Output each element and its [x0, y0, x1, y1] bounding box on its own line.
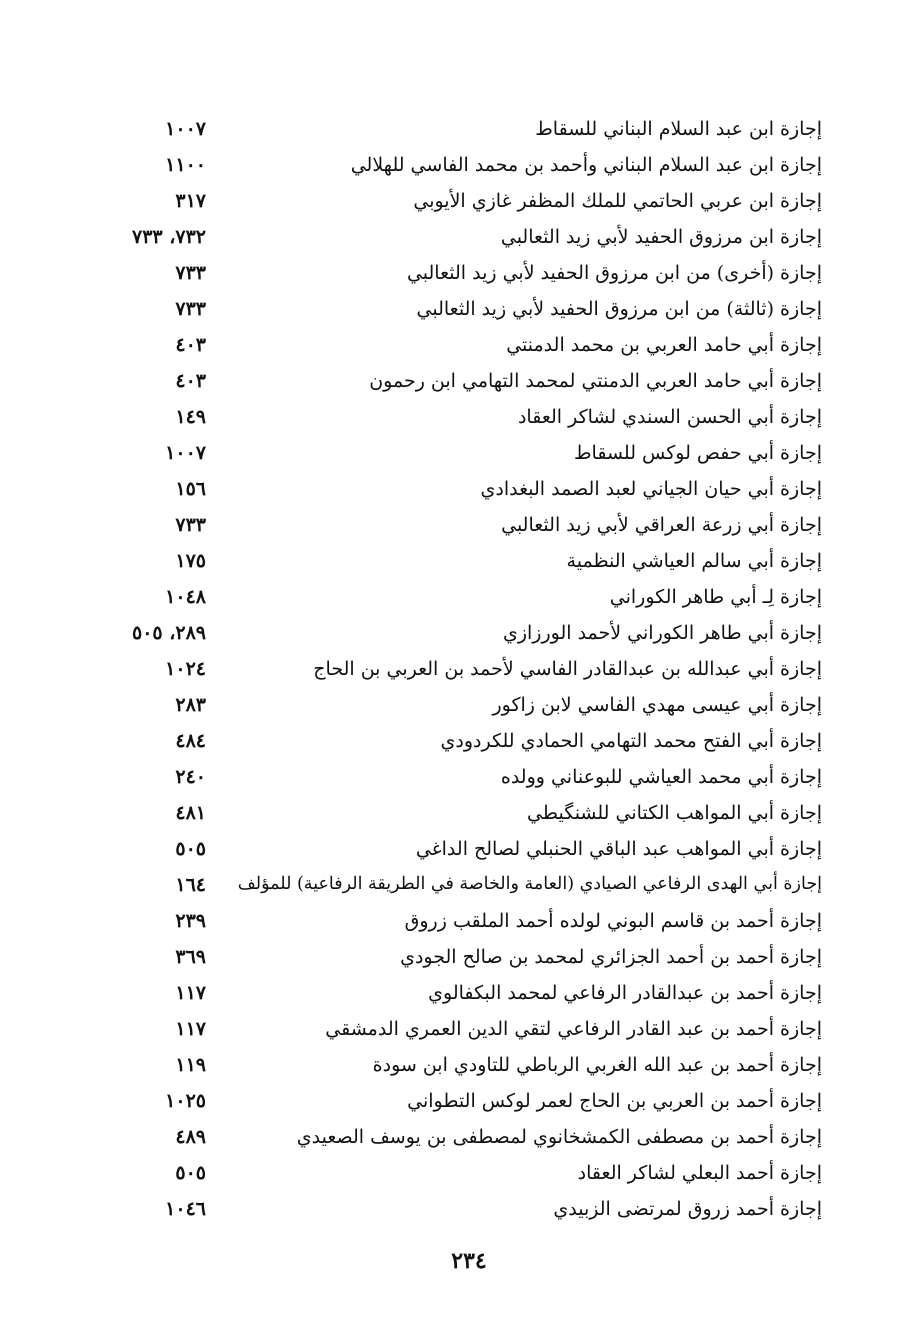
entry-title: إجازة أحمد بن أحمد الجزائري لمحمد بن صالح الجودي [400, 946, 822, 968]
entry-page-numbers: ١٠٢٥ [165, 1090, 206, 1112]
index-entry [40, 1196, 822, 1232]
entry-title: إجازة ابن عبد السلام البناني للسقاط [535, 118, 822, 140]
entry-page-numbers: ١٦٤ [175, 874, 206, 896]
index-entry [40, 224, 822, 260]
entry-title: إجازة أحمد بن قاسم البوني لولده أحمد الملقب زروق [404, 910, 822, 932]
index-entry [40, 332, 822, 368]
index-entry [40, 440, 822, 476]
entry-title: إجازة لِـ أبي طاهر الكوراني [609, 586, 822, 608]
entry-title: إجازة ابن عبد السلام البناني وأحمد بن محمد الفاسي للهلالي [350, 154, 822, 176]
index-entry [40, 152, 822, 188]
entry-title: إجازة أبي الفتح محمد التهامي الحمادي للكردودي [440, 730, 822, 752]
entry-title: إجازة أبي حامد العربي بن محمد الدمنتي [506, 334, 822, 356]
entry-title: إجازة ابن مرزوق الحفيد لأبي زيد الثعالبي [500, 226, 822, 248]
entry-page-numbers: ١٤٩ [175, 406, 206, 428]
entry-page-numbers: ١٥٦ [175, 478, 206, 500]
entry-page-numbers: ٢٨٩، ٥٠٥ [132, 622, 206, 644]
index-entry [40, 296, 822, 332]
entry-title: إجازة أبي سالم العياشي النظمية [566, 550, 822, 572]
entry-title: إجازة أبي المواهب عبد الباقي الحنبلي لصالح الداغي [415, 838, 822, 860]
entry-title: إجازة أبي عبدالله بن عبدالقادر الفاسي لأحمد بن العربي بن الحاج [313, 658, 822, 680]
entry-page-numbers: ١١٩ [175, 1054, 206, 1076]
index-entry [40, 404, 822, 440]
entry-page-numbers: ١٠٤٨ [165, 586, 206, 608]
entry-title: إجازة (ثالثة) من ابن مرزوق الحفيد لأبي زيد الثعالبي [416, 298, 822, 320]
entry-title: إجازة أحمد بن العربي بن الحاج لعمر لوكس التطواني [407, 1090, 822, 1112]
index-entry [40, 1160, 822, 1196]
entry-page-numbers: ٥٠٥ [175, 838, 206, 860]
index-entry [40, 512, 822, 548]
index-entry [40, 692, 822, 728]
index-entry [40, 584, 822, 620]
entry-page-numbers: ٧٣٢، ٧٣٣ [132, 226, 206, 248]
entry-page-numbers: ٧٣٣ [175, 514, 206, 536]
page-number: ٢٣٤ [451, 1248, 487, 1274]
index-entry [40, 548, 822, 584]
entry-title: إجازة أبي الحسن السندي لشاكر العقاد [517, 406, 822, 428]
entry-title: إجازة أبي محمد العياشي للبوعناني وولده [500, 766, 822, 788]
entry-page-numbers: ٢٤٠ [175, 766, 206, 788]
entry-page-numbers: ١٠٢٤ [165, 658, 206, 680]
index-entry [40, 764, 822, 800]
index-entry [40, 1088, 822, 1124]
entry-title: إجازة أبي حفص لوكس للسقاط [573, 442, 822, 464]
entry-title: إجازة أحمد البعلي لشاكر العقاد [577, 1162, 822, 1184]
entry-page-numbers: ٧٣٣ [175, 298, 206, 320]
entry-title: إجازة أحمد زروق لمرتضى الزبيدي [553, 1198, 822, 1220]
index-entry [40, 836, 822, 872]
index-entry [40, 800, 822, 836]
index-entry [40, 980, 822, 1016]
index-entry [40, 1124, 822, 1160]
entry-page-numbers: ٧٣٣ [175, 262, 206, 284]
entry-title: إجازة أبي طاهر الكوراني لأحمد الورزازي [502, 622, 822, 644]
entry-title: إجازة أبي حامد العربي الدمنتي لمحمد التهامي ابن رحمون [369, 370, 822, 392]
entry-title: إجازة أحمد بن عبد الله الغربي الرباطي للتاودي ابن سودة [372, 1054, 822, 1076]
index-entry [40, 116, 822, 152]
entry-page-numbers: ١١٧ [175, 1018, 206, 1040]
entry-title: إجازة أحمد بن عبدالقادر الرفاعي لمحمد البكفالوي [428, 982, 822, 1004]
entry-page-numbers: ١٠٠٧ [165, 442, 206, 464]
index-entry [40, 260, 822, 296]
index-entry [40, 188, 822, 224]
entry-title: إجازة أحمد بن مصطفى الكمشخانوي لمصطفى بن يوسف الصعيدي [296, 1126, 822, 1148]
index-entry [40, 368, 822, 404]
entry-page-numbers: ٤٨١ [175, 802, 206, 824]
entry-title: إجازة أحمد بن عبد القادر الرفاعي لتقي الدين العمري الدمشقي [325, 1018, 822, 1040]
entry-page-numbers: ٤٨٤ [175, 730, 206, 752]
entry-title: إجازة أبي عيسى مهدي الفاسي لابن زاكور [492, 694, 822, 716]
index-entry [40, 728, 822, 764]
entry-title: إجازة ابن عربي الحاتمي للملك المظفر غازي الأيوبي [413, 190, 822, 212]
entry-title: إجازة أبي حيان الجياني لعبد الصمد البغدادي [480, 478, 822, 500]
index-entry [40, 476, 822, 512]
index-entry [40, 872, 822, 908]
entry-title: إجازة (أخرى) من ابن مرزوق الحفيد لأبي زيد الثعالبي [406, 262, 822, 284]
entry-page-numbers: ١٠٤٦ [165, 1198, 206, 1220]
entry-page-numbers: ١١٧ [175, 982, 206, 1004]
entry-title: إجازة أبي زرعة العراقي لأبي زيد الثعالبي [501, 514, 822, 536]
entry-page-numbers: ٤٠٣ [175, 334, 206, 356]
entry-page-numbers: ٢٣٩ [175, 910, 206, 932]
index-entry [40, 620, 822, 656]
index-entry [40, 1052, 822, 1088]
entry-page-numbers: ١١٠٠ [165, 154, 206, 176]
index-entry-list [40, 116, 822, 1232]
entry-page-numbers: ٥٠٥ [175, 1162, 206, 1184]
entry-title: إجازة أبي الهدى الرفاعي الصيادي (العامة والخاصة في الطريقة الرفاعية) للمؤلف [237, 874, 822, 894]
entry-title: إجازة أبي المواهب الكتاني للشنگيطي [527, 802, 822, 824]
entry-page-numbers: ٢٨٣ [175, 694, 206, 716]
index-entry [40, 1016, 822, 1052]
entry-page-numbers: ٣٦٩ [175, 946, 206, 968]
entry-page-numbers: ١٧٥ [175, 550, 206, 572]
index-entry [40, 908, 822, 944]
entry-page-numbers: ٣١٧ [175, 190, 206, 212]
entry-page-numbers: ١٠٠٧ [165, 118, 206, 140]
entry-page-numbers: ٤٠٣ [175, 370, 206, 392]
entry-page-numbers: ٤٨٩ [175, 1126, 206, 1148]
index-entry [40, 656, 822, 692]
index-entry [40, 944, 822, 980]
